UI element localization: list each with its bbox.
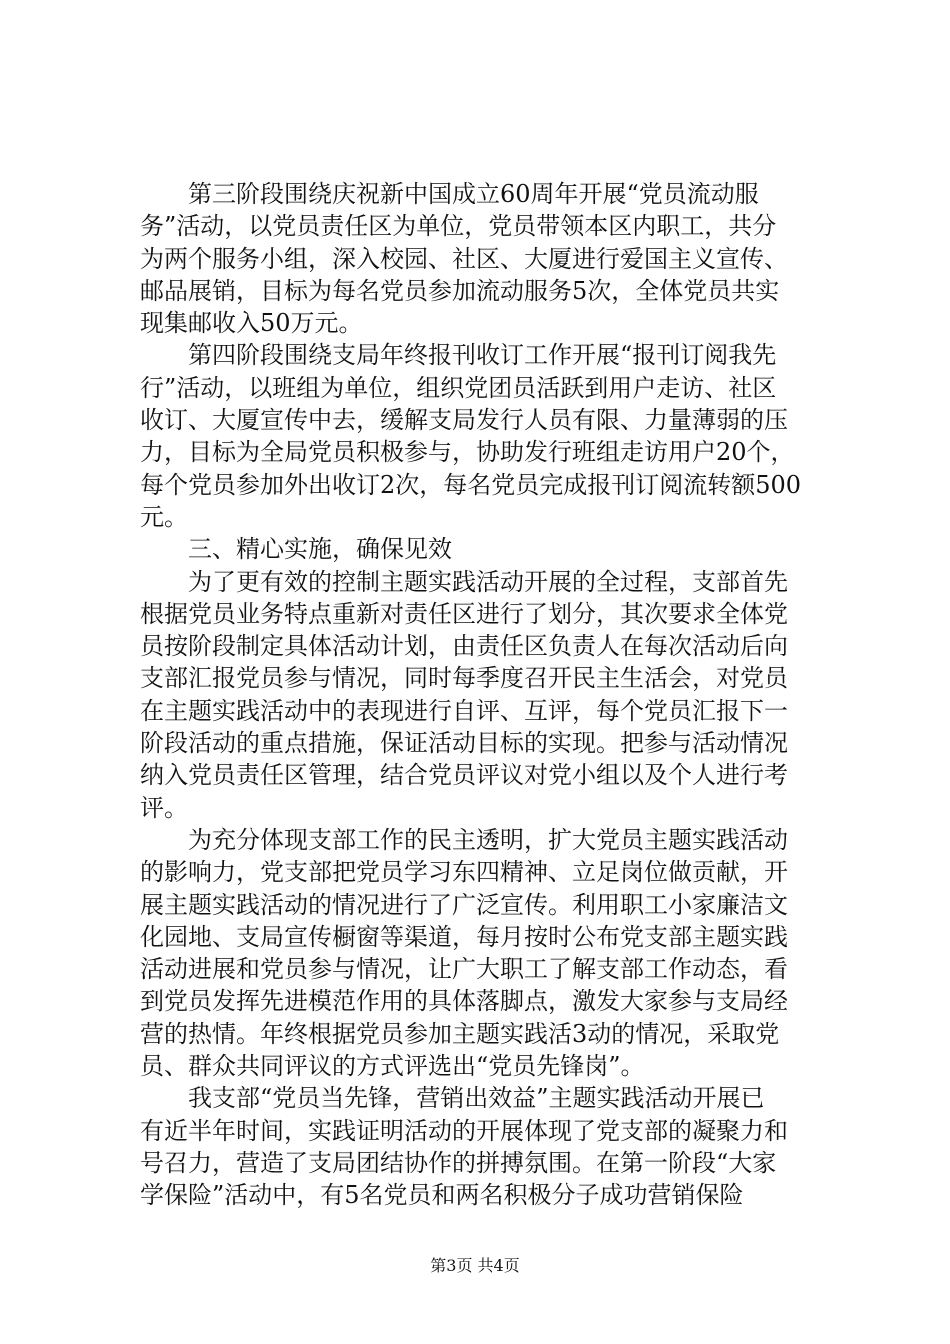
text-line: 每个党员参加外出收订2次，每名党员完成报刊订阅流转额500	[140, 470, 802, 499]
text-line: 现集邮收入50万元。	[140, 309, 363, 338]
text-line: 元。	[140, 502, 188, 531]
text-line: 号召力，营造了支局团结协作的拼搏氛围。在第一阶段“大家	[140, 1148, 777, 1177]
text-line: 根据党员业务特点重新对责任区进行了划分，其次要求全体党	[140, 599, 788, 628]
text-line: 为充分体现支部工作的民主透明，扩大党员主题实践活动	[140, 825, 788, 854]
text-line: 学保险”活动中，有5名党员和两名积极分子成功营销保险	[140, 1181, 744, 1210]
text-line: 的影响力，党支部把党员学习东四精神、立足岗位做贡献，开	[140, 858, 788, 887]
text-line: 支部汇报党员参与情况，同时每季度召开民主生活会，对党员	[140, 664, 788, 693]
text-line: 营的热情。年终根据党员参加主题实践活3动的情况，采取党	[140, 1019, 780, 1048]
text-line: 我支部“党员当先锋，营销出效益”主题实践活动开展已	[140, 1084, 765, 1113]
text-line: 在主题实践活动中的表现进行自评、互评，每个党员汇报下一	[140, 696, 788, 725]
text-line: 力，目标为全局党员积极参与，协助发行班组走访用户20个，	[140, 438, 795, 467]
text-line: 纳入党员责任区管理，结合党员评议对党小组以及个人进行考	[140, 761, 788, 790]
page-number-label: 第3页 共4页	[430, 1256, 520, 1275]
text-line: 收订、大厦宣传中去，缓解支局发行人员有限、力量薄弱的压	[140, 406, 788, 435]
text-line: 阶段活动的重点措施，保证活动目标的实现。把参与活动情况	[140, 729, 788, 758]
text-line: 行”活动，以班组为单位，组织党团员活跃到用户走访、社区	[140, 373, 777, 402]
text-line: 到党员发挥先进模范作用的具体落脚点，激发大家参与支局经	[140, 987, 788, 1016]
page-footer	[0, 1256, 950, 1276]
text-line: 员按阶段制定具体活动计划，由责任区负责人在每次活动后向	[140, 632, 788, 661]
text-line: 员、群众共同评议的方式评选出“党员先锋岗”。	[140, 1052, 645, 1081]
document-body	[140, 178, 840, 1212]
section-heading: 三、精心实施，确保见效	[140, 535, 452, 564]
text-line: 展主题实践活动的情况进行了广泛宣传。利用职工小家廉洁文	[140, 890, 788, 919]
text-line: 评。	[140, 793, 188, 822]
text-line: 务”活动，以党员责任区为单位，党员带领本区内职工，共分	[140, 212, 777, 241]
text-line: 活动进展和党员参与情况，让广大职工了解支部工作动态，看	[140, 955, 788, 984]
text-line: 为两个服务小组，深入校园、社区、大厦进行爱国主义宣传、	[140, 244, 788, 273]
text-line: 邮品展销，目标为每名党员参加流动服务5次，全体党员共实	[140, 276, 780, 305]
text-line: 第四阶段围绕支局年终报刊收订工作开展“报刊订阅我先	[140, 341, 777, 370]
text-line: 第三阶段围绕庆祝新中国成立60周年开展“党员流动服	[140, 180, 759, 208]
text-line: 为了更有效的控制主题实践活动开展的全过程，支部首先	[140, 567, 788, 596]
text-line: 有近半年时间，实践证明活动的开展体现了党支部的凝聚力和	[140, 1116, 788, 1145]
text-line: 化园地、支局宣传橱窗等渠道，每月按时公布党支部主题实践	[140, 922, 788, 951]
